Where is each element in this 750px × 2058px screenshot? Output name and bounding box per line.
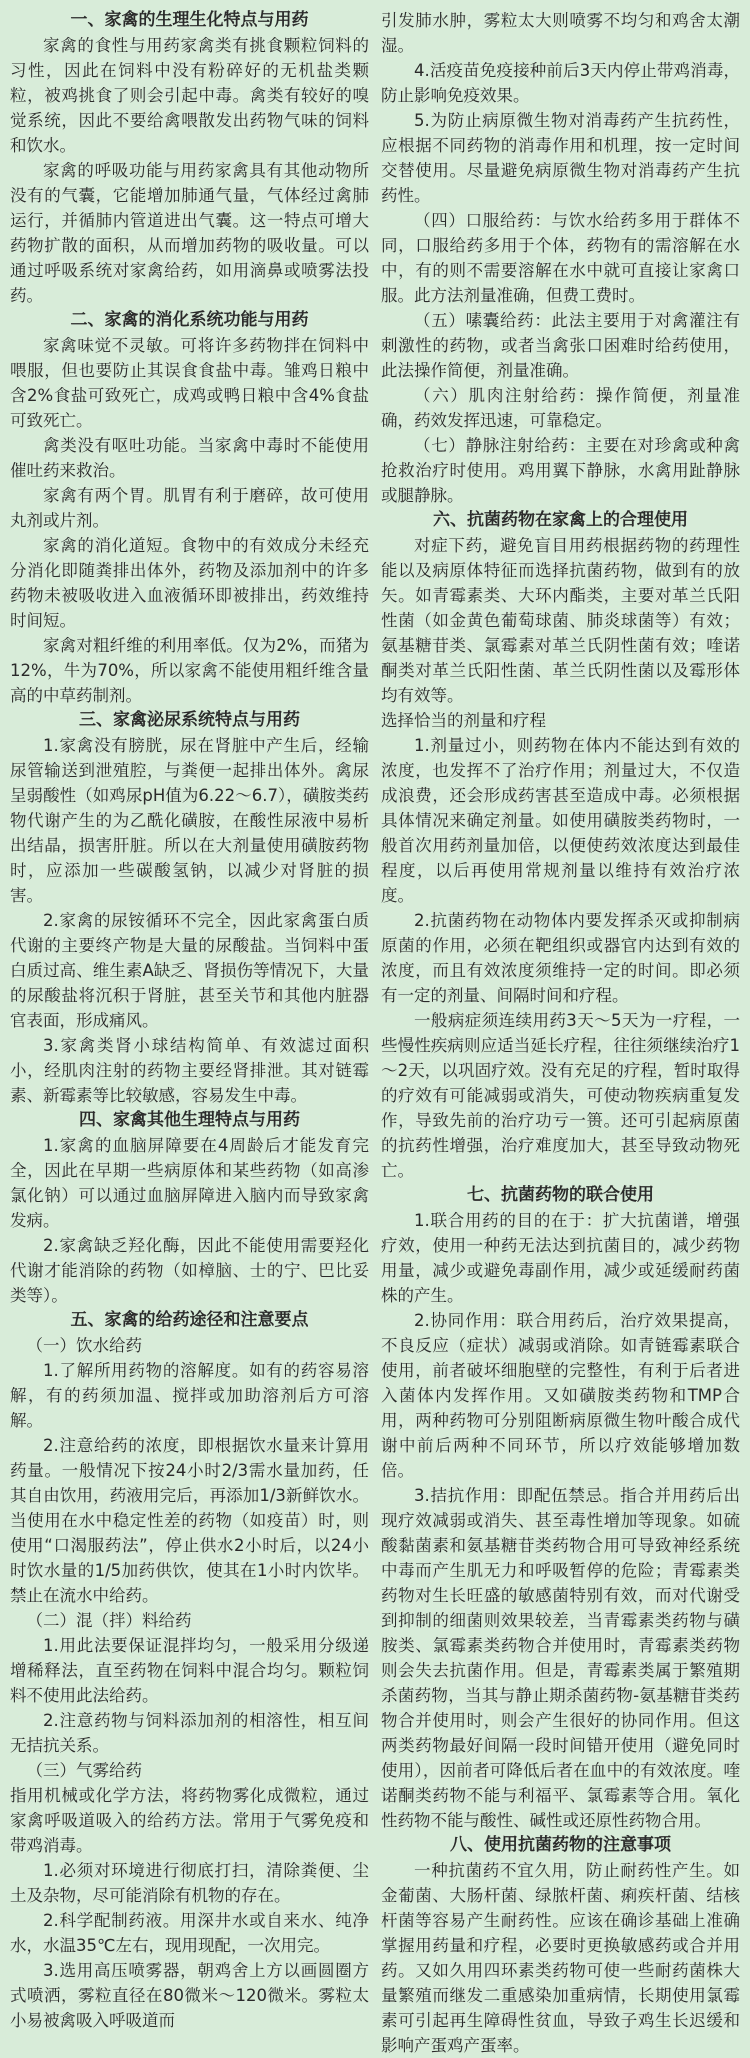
subsection-heading: （二）混（拌）料给药 (26, 1611, 192, 1630)
subsection-heading: （一）饮水给药 (26, 1336, 142, 1355)
paragraph: 2.家禽的尿铵循环不完全，因此家禽蛋白质代谢的主要终产物是大量的尿酸盐。当饲料中蛋白质过高、维生素A缺乏、肾损伤等情况下，大量的尿酸盐将沉积于肾脏，甚至关节和其他内脏器官表面，形成痛风。 (10, 911, 369, 1030)
paragraph: 1.家禽的血脑屏障要在4周龄后才能发育完全，因此在早期一些病原体和某些药物（如高渗氯化钠）可以通过血脑屏障进入脑内而导致家禽发病。 (10, 1136, 369, 1230)
paragraph: 2.科学配制药液。用深井水或自来水、纯净水，水温35℃左右，现用现配，一次用完。 (10, 1911, 369, 1955)
paragraph: 1.家禽没有膀胱，尿在肾脏中产生后，经输尿管输送到泄殖腔，与粪便一起排出体外。禽尿呈弱酸性（如鸡尿pH值为6.22～6.7），磺胺类药物代谢产生的为乙酰化磺胺，在酸性尿液中易析出结晶，损害肝脏。所以在大剂量使用磺胺药物时，应添加一些碳酸氢钠，以减少对肾脏的损害。 (10, 736, 369, 905)
paragraph: 禽类没有呕吐功能。当家禽中毒时不能使用催吐药来救治。 (10, 436, 369, 480)
paragraph: 5.为防止病原微生物对消毒药产生抗药性，应根据不同药物的消毒作用和机理，按一定时间交替使用。尽量避免病原微生物对消毒药产生抗药性。 (381, 111, 740, 205)
paragraph: 指用机械或化学方法，将药物雾化成微粒，通过家禽呼吸道吸入的给药方法。常用于气雾免疫和带鸡消毒。 (10, 1786, 369, 1855)
paragraph: 家禽有两个胃。肌胃有利于磨碎，故可使用丸剂或片剂。 (10, 486, 369, 530)
paragraph: 3.选用高压喷雾器，朝鸡舍上方以画圆圈方式喷洒，雾粒直径在80微米～120微米。雾粒太小易被禽吸入呼吸道而 (10, 1961, 369, 2030)
paragraph: （六）肌肉注射给药：操作简便，剂量准确，药效发挥迅速，可靠稳定。 (381, 386, 740, 430)
section-heading: 一、家禽的生理生化特点与用药 (70, 10, 309, 30)
paragraph: 家禽对粗纤维的利用率低。仅为2%，而猪为12%，牛为70%，所以家禽不能使用粗纤维含量高的中草药制剂。 (10, 636, 369, 705)
paragraph: （七）静脉注射给药：主要在对珍禽或种禽抢救治疗时使用。鸡用翼下静脉，水禽用趾静脉或腿静脉。 (381, 436, 740, 505)
section-heading: 六、抗菌药物在家禽上的合理使用 (433, 510, 688, 530)
paragraph: 2.注意给药的浓度，即根据饮水量来计算用药量。一般情况下按24小时2/3需水量加药，任其自由饮用，药液用完后，再添加1/3新鲜饮水。当使用在水中稳定性差的药物（如疫苗）时，则使用“口渴服药法”，停止供水2小时后，以24小时饮水量的1/5加药供饮，使其在1小时内饮毕。禁止在流水中给药。 (10, 1436, 369, 1605)
paragraph: 2.协同作用：联合用药后，治疗效果提高，不良反应（症状）减弱或消除。如青链霉素联合使用，前者破坏细胞壁的完整性，有利于后者进入菌体内发挥作用。又如磺胺类药物和TMP合用，两种药物可分别阻断病原微生物叶酸合成代谢中前后两种不同环节，所以疗效能够增加数倍。 (381, 1311, 740, 1480)
paragraph: 3.拮抗作用：即配伍禁忌。指合并用药后出现疗效减弱或消失、甚至毒性增加等现象。如硫酸黏菌素和氨基糖苷类药物合用可导致神经系统中毒而产生肌无力和呼吸暂停的危险；青霉素类药物对生长旺盛的敏感菌特别有效，而对代谢受到抑制的细菌则效果较差，当青霉素类药物与磺胺类、氯霉素类药物合并使用时，青霉素类药物则会失去抗菌作用。但是，青霉素类属于繁殖期杀菌药物，当其与静止期杀菌药物-氨基糖苷类药物合并使用时，则会产生很好的协同作用。但这两类药物最好间隔一段时间错开使用（避免同时使用），因前者可降低后者在血中的有效浓度。喹诺酮类药物不能与利福平、氯霉素等合用。氧化性药物不能与酸性、碱性或还原性药物合用。 (381, 1486, 740, 1830)
paragraph: 家禽的消化道短。食物中的有效成分未经充分消化即随粪排出体外，药物及添加剂中的许多药物未被吸收进入血液循环即被排出，药效维持时间短。 (10, 536, 369, 630)
paragraph: 2.注意药物与饲料添加剂的相溶性，相互间无拮抗关系。 (10, 1711, 369, 1755)
paragraph: 家禽味觉不灵敏。可将许多药物拌在饲料中喂服，但也要防止其误食食盐中毒。雏鸡日粮中含2%食盐可致死亡，成鸡或鸭日粮中含4%食盐可致死亡。 (10, 336, 369, 430)
left-column (10, 8, 369, 2030)
paragraph: 一种抗菌药不宜久用，防止耐药性产生。如金葡菌、大肠杆菌、绿脓杆菌、痢疾杆菌、结核杆菌等容易产生耐药性。应该在确诊基础上准确掌握用药量和疗程，必要时更换敏感药或合并用药。又如久用四环素类药物可使一些耐药菌株大量繁殖而继发二重感染加重病情，长期使用氯霉素可引起再生障碍性贫血，导致子鸡生长迟缓和影响产蛋鸡产蛋率。 (381, 1861, 740, 2055)
paragraph: 一般病症须连续用药3天～5天为一疗程，一些慢性疾病则应适当延长疗程，往往须继续治疗1～2天，以巩固疗效。没有充足的疗程，暂时取得的疗效有可能减弱或消失，可使动物疾病重复发作，导致先前的治疗功亏一篑。还可引起病原菌的抗药性增强，治疗难度加大，甚至导致动物死亡。 (381, 1011, 740, 1180)
subsection-heading: （三）气雾给药 (26, 1761, 142, 1780)
section-heading: 二、家禽的消化系统功能与用药 (70, 310, 309, 330)
paragraph: 1.必须对环境进行彻底打扫，清除粪便、尘土及杂物，尽可能消除有机物的存在。 (10, 1861, 369, 1905)
paragraph: 1.剂量过小，则药物在体内不能达到有效的浓度，也发挥不了治疗作用；剂量过大，不仅造成浪费，还会形成药害甚至造成中毒。必须根据具体情况来确定剂量。如使用磺胺类药物时，一般首次用药剂量加倍，以便使药效浓度达到最佳程度，以后再使用常规剂量以维持有效治疗浓度。 (381, 736, 740, 905)
paragraph: （五）嗉囊给药：此法主要用于对禽灌注有刺激性的药物，或者当禽张口困难时给药使用，此法操作简便，剂量准确。 (381, 311, 740, 380)
section-heading: 五、家禽的给药途径和注意要点 (70, 1310, 309, 1330)
paragraph: （四）口服给药：与饮水给药多用于群体不同，口服给药多用于个体，药物有的需溶解在水中，有的则不需要溶解在水中就可直接让家禽口服。此方法剂量准确，但费工费时。 (381, 211, 740, 305)
paragraph: 2.抗菌药物在动物体内要发挥杀灭或抑制病原菌的作用，必须在靶组织或器官内达到有效的浓度，而且有效浓度须维持一定的时间。即必须有一定的剂量、间隔时间和疗程。 (381, 911, 740, 1005)
paragraph: 1.联合用药的目的在于：扩大抗菌谱，增强疗效，使用一种药无法达到抗菌目的，减少药物用量，减少或避免毒副作用，减少或延缓耐药菌株的产生。 (381, 1211, 740, 1305)
paragraph: 3.家禽类肾小球结构简单、有效滤过面积小，经肌肉注射的药物主要经肾排泄。其对链霉素、新霉素等比较敏感，容易发生中毒。 (10, 1036, 369, 1105)
paragraph: 家禽的呼吸功能与用药家禽具有其他动物所没有的气囊，它能增加肺通气量，气体经过禽肺运行，并循肺内管道进出气囊。这一特点可增大药物扩散的面积，从而增加药物的吸收量。可以通过呼吸系统对家禽给药，如用滴鼻或喷雾法投药。 (10, 161, 369, 305)
section-heading: 三、家禽泌尿系统特点与用药 (79, 710, 300, 730)
section-heading: 七、抗菌药物的联合使用 (467, 1185, 654, 1205)
paragraph: 家禽的食性与用药家禽类有挑食颗粒饲料的习性，因此在饲料中没有粉碎好的无机盐类颗粒，被鸡挑食了则会引起中毒。禽类有较好的嗅觉系统，因此不要给禽喂散发出药物气味的饲料和饮水。 (10, 36, 369, 155)
paragraph: 引发肺水肿，雾粒太大则喷雾不均匀和鸡舍太潮湿。 (381, 11, 740, 55)
section-heading: 八、使用抗菌药物的注意事项 (450, 1835, 671, 1855)
paragraph: 1.了解所用药物的溶解度。如有的药容易溶解，有的药须加温、搅拌或加助溶剂后方可溶解。 (10, 1361, 369, 1430)
paragraph: 对症下药，避免盲目用药根据药物的药理性能以及病原体特征而选择抗菌药物，做到有的放矢。如青霉素类、大环内酯类，主要对革兰氏阳性菌（如金黄色葡萄球菌、肺炎球菌等）有效；氨基糖苷类、氯霉素对革兰氏阴性菌有效；喹诺酮类对革兰氏阳性菌、革兰氏阴性菌以及霉形体均有效等。 (381, 536, 740, 705)
paragraph: 4.活疫苗免疫接种前后3天内停止带鸡消毒，防止影响免疫效果。 (381, 61, 740, 105)
section-heading: 四、家禽其他生理特点与用药 (79, 1110, 300, 1130)
paragraph: 2.家禽缺乏羟化酶，因此不能使用需要羟化代谢才能消除的药物（如樟脑、士的宁、巴比妥类等）。 (10, 1236, 369, 1305)
right-column (381, 8, 740, 2055)
paragraph: 选择恰当的剂量和疗程 (381, 711, 546, 730)
paragraph: 1.用此法要保证混拌均匀，一般采用分级递增稀释法，直至药物在饲料中混合均匀。颗粒饲料不使用此法给药。 (10, 1636, 369, 1705)
